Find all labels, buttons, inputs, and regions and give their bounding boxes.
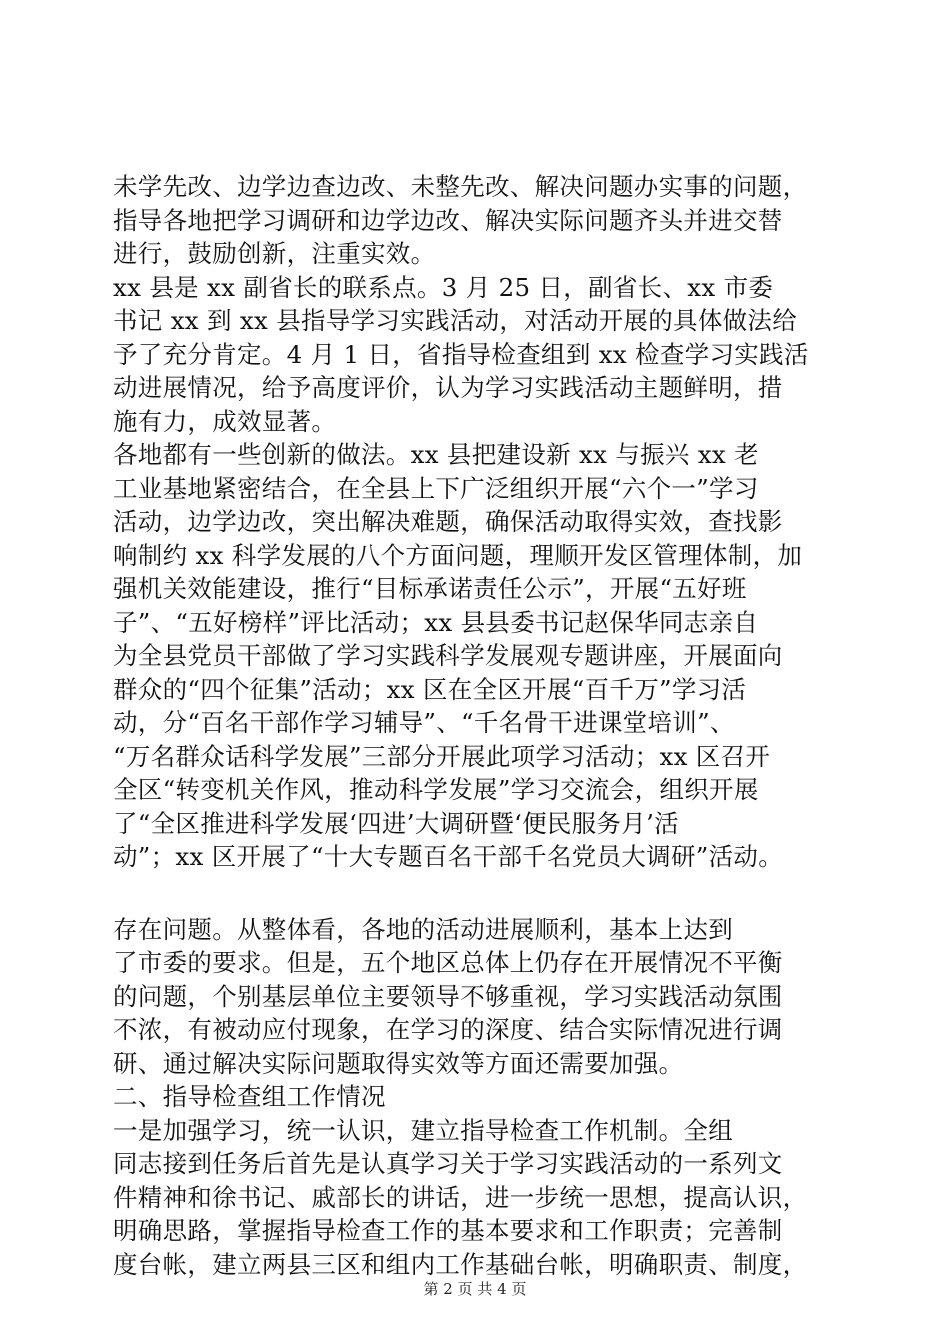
text-line: 件精神和徐书记、戚部长的讲话，进一步统一思想，提高认识， (113, 1182, 808, 1212)
paragraph-gap (113, 874, 853, 913)
text-line: 了市委的要求。但是，五个地区总体上仍存在开展情况不平衡 (113, 948, 783, 977)
page-number-footer: 第 2 页 共 4 页 (423, 1280, 527, 1298)
text-line: 进行，鼓励创新，注重实效。 (113, 239, 436, 268)
text-line: 书记 xx 到 xx 县指导学习实践活动，对活动开展的具体做法给 (113, 306, 798, 335)
text-line: 施有力，成效显著。 (113, 406, 337, 436)
text-line: 研、通过解决实际问题取得实效等方面还需要加强。 (113, 1048, 684, 1078)
text-line: 强机关效能建设，推行“目标承诺责任公示”，开展“五好班 (113, 574, 747, 603)
text-line: 子”、“五好榜样”评比活动；xx 县县委书记赵保华同志亲自 (113, 607, 759, 637)
text-line: 未学先改、边学边查边改、未整先改、解决问题办实事的问题， (113, 172, 808, 201)
text-line: 存在问题。从整体看，各地的活动进展顺利，基本上达到 (113, 914, 733, 944)
text-line: 明确思路，掌握指导检查工作的基本要求和工作职责；完善制 (113, 1216, 783, 1245)
text-line: 一是加强学习，统一认识，建立指导检查工作机制。全组 (113, 1115, 733, 1145)
document-body (113, 170, 853, 1281)
text-line: 同志接到任务后首先是认真学习关于学习实践活动的一系列文 (113, 1149, 783, 1178)
text-line: 予了充分肯定。4 月 1 日，省指导检查组到 xx 检查学习实践活 (113, 339, 809, 369)
text-line: 动，分“百名干部作学习辅导”、“千名骨干进课堂培训”、 (113, 708, 735, 737)
text-line: 全区“转变机关作风，推动科学发展”学习交流会，组织开展 (113, 775, 759, 804)
text-line: 不浓，有被动应付现象，在学习的深度、结合实际情况进行调 (113, 1015, 783, 1044)
text-line: 的问题，个别基层单位主要领导不够重视，学习实践活动氛围 (113, 981, 783, 1011)
text-line: 度台帐，建立两县三区和组内工作基础台帐，明确职责、制度， (113, 1249, 808, 1279)
section-heading: 二、指导检查组工作情况 (113, 1082, 386, 1111)
text-line: 工业基地紧密结合，在全县上下广泛组织开展“六个一”学习 (113, 473, 759, 503)
text-line: 动”；xx 区开展了“十大专题百名干部千名党员大调研”活动。 (113, 842, 783, 871)
text-line: “万名群众话科学发展”三部分开展此项学习活动；xx 区召开 (113, 741, 771, 771)
text-line: 活动，边学边改，突出解决难题，确保活动取得实效，查找影 (113, 507, 783, 536)
text-line: 了“全区推进科学发展‘四进’大调研暨‘便民服务月’活 (113, 808, 679, 838)
text-line: 群众的“四个征集”活动；xx 区在全区开展“百千万”学习活 (113, 674, 747, 704)
text-line: xx 县是 xx 副省长的联系点。3 月 25 日，副省长、xx 市委 (113, 272, 774, 302)
text-line: 动进展情况，给予高度评价，认为学习实践活动主题鲜明，措 (113, 373, 783, 402)
text-line: 各地都有一些创新的做法。xx 县把建设新 xx 与振兴 xx 老 (113, 440, 759, 469)
text-line: 为全县党员干部做了学习实践科学发展观专题讲座，开展面向 (113, 641, 783, 670)
text-line: 响制约 xx 科学发展的八个方面问题，理顺开发区管理体制，加 (113, 540, 803, 570)
text-line: 指导各地把学习调研和边学边改、解决实际问题齐头并进交替 (113, 205, 783, 235)
